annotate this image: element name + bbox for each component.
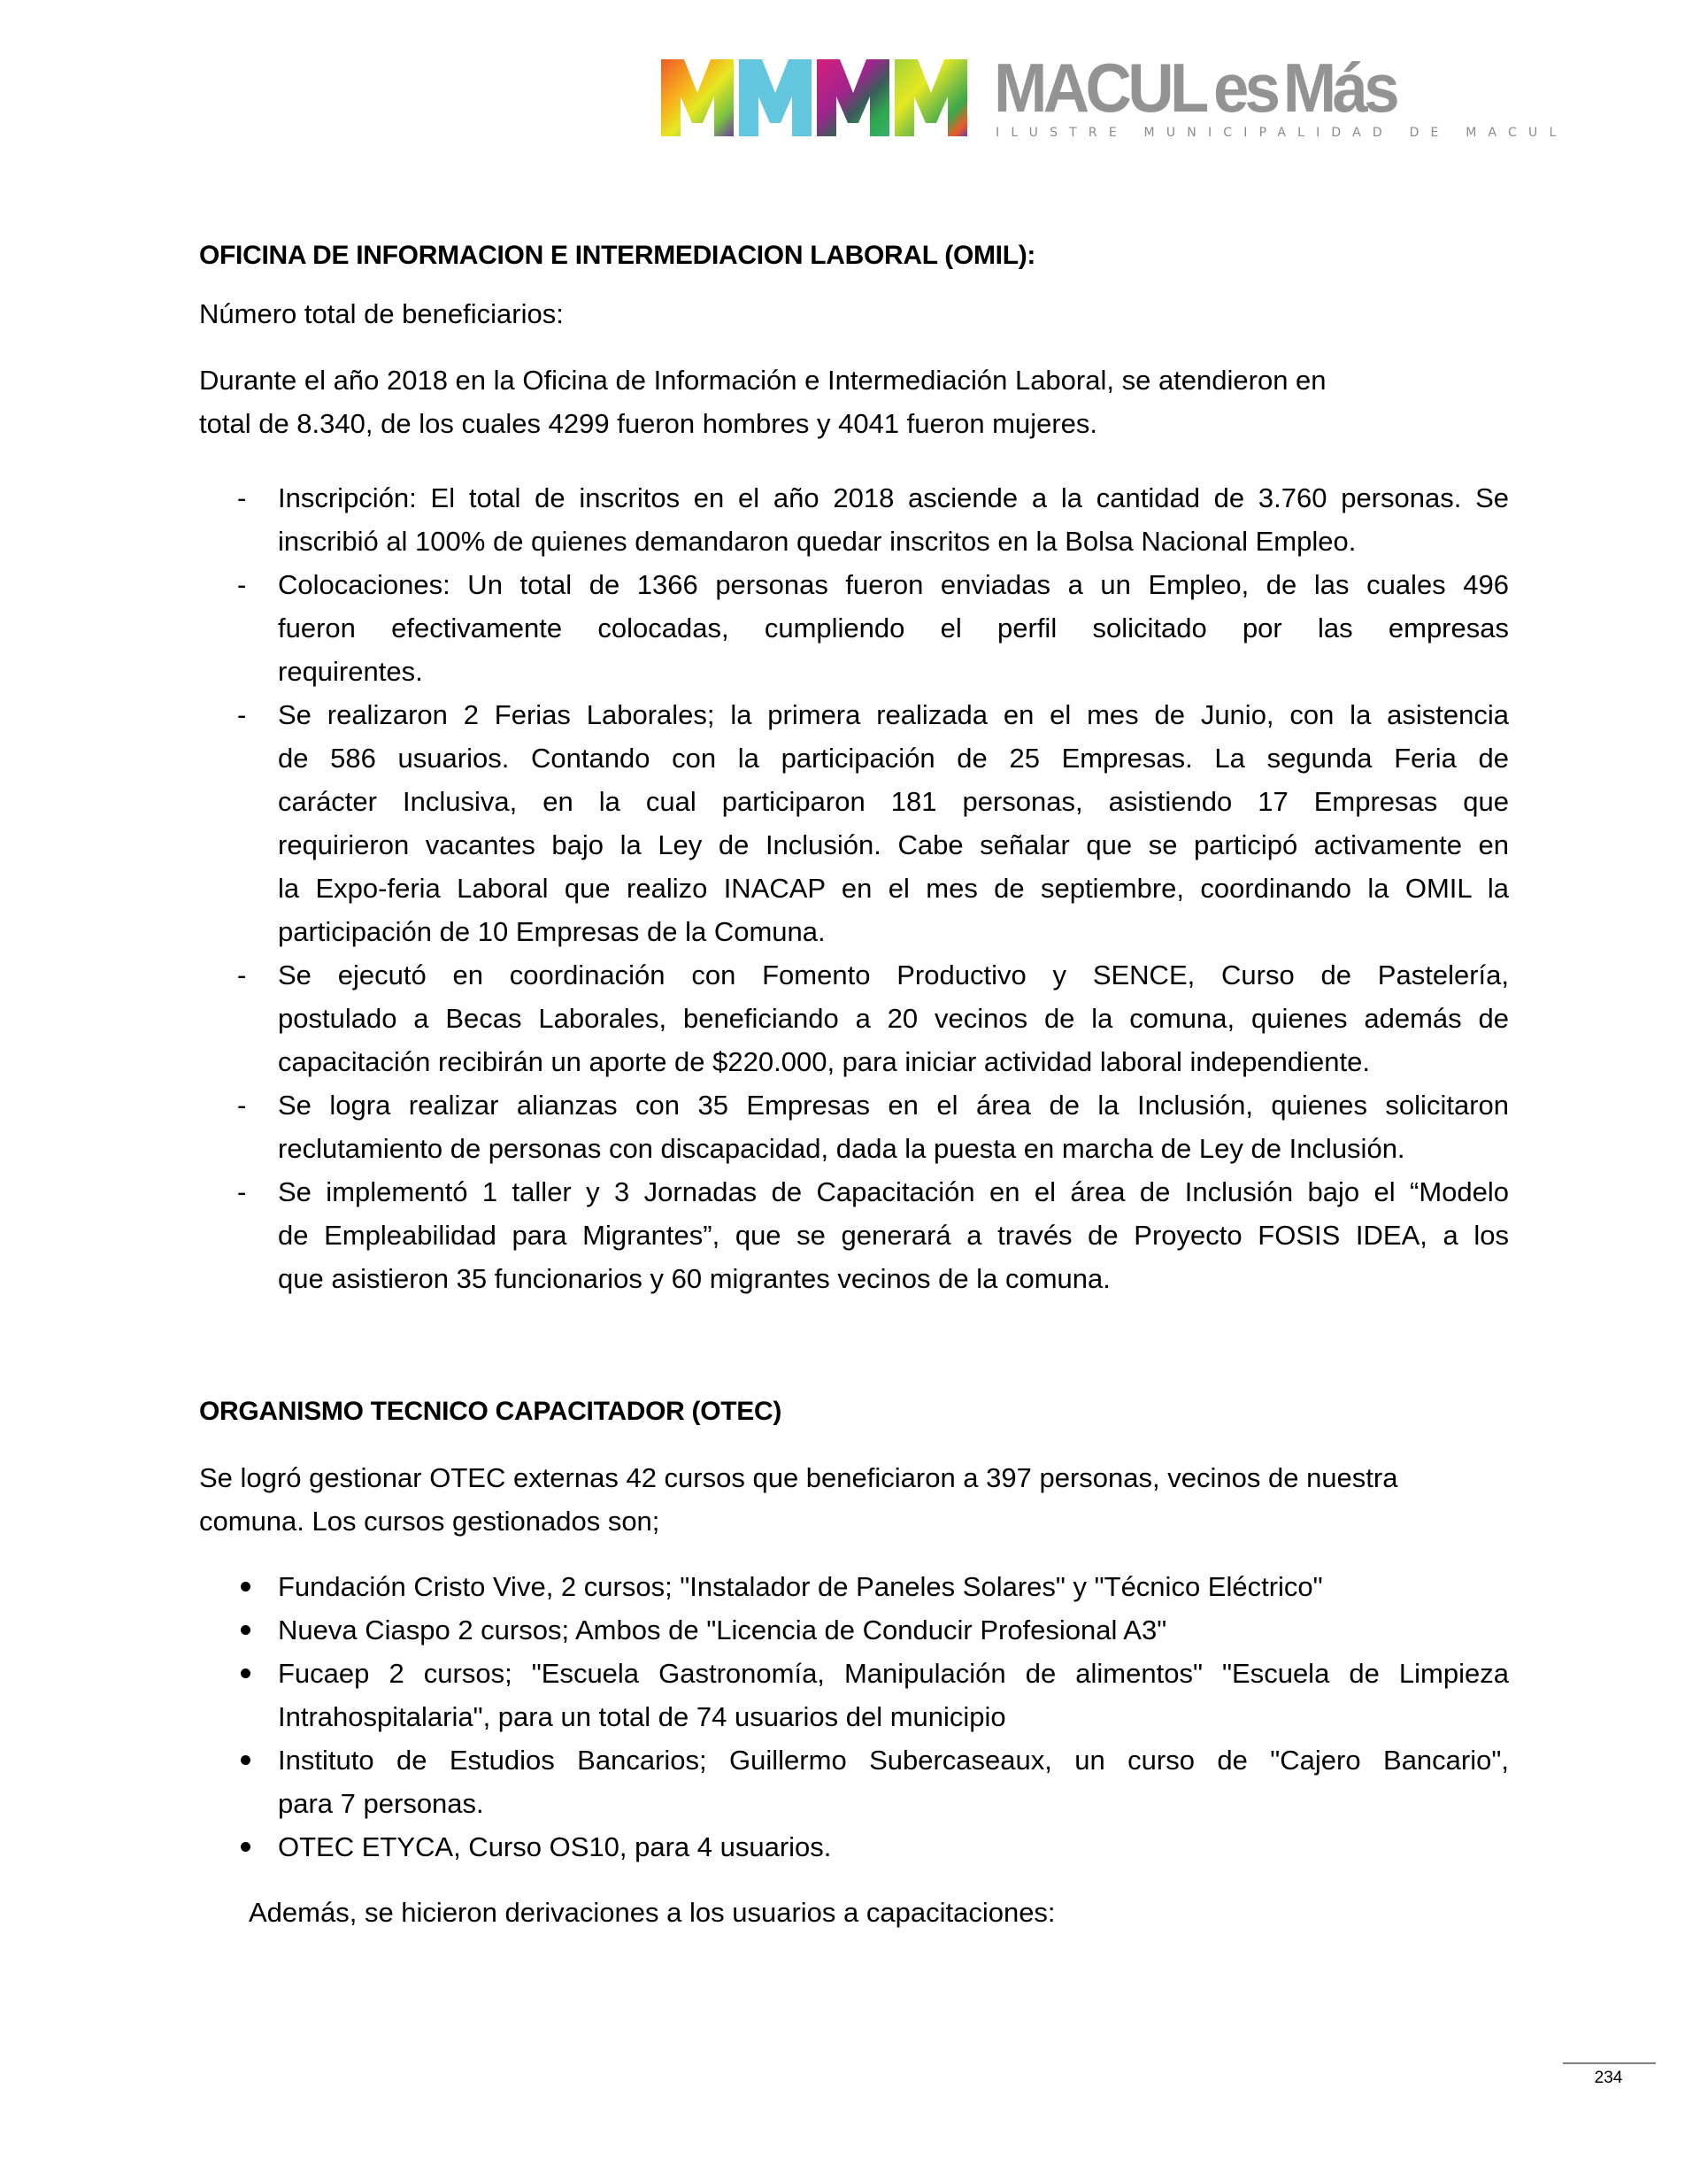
- list-dash-marker: -: [237, 482, 247, 513]
- list-item-line: Inscripción: El total de inscritos en el año 2018 asciende a la cantidad de 3.760 personas. Se: [278, 482, 1509, 513]
- bullet-icon: [241, 1842, 250, 1852]
- list-dash-marker: -: [237, 699, 247, 730]
- logo-tagline: ILUSTRE MUNICIPALIDAD DE MACUL: [996, 126, 1568, 140]
- logo-word-macul: MACUL: [994, 49, 1205, 127]
- logo-mark-icon: [661, 59, 969, 136]
- list-item-line: participación de 10 Empresas de la Comuna.: [278, 916, 826, 947]
- list-item-line: Se logra realizar alianzas con 35 Empresas en el área de la Inclusión, quienes solicitaron: [278, 1090, 1509, 1121]
- logo-wordmark: [994, 49, 1396, 127]
- list-item-line: Se ejecutó en coordinación con Fomento Productivo y SENCE, Curso de Pastelería,: [278, 959, 1509, 990]
- course-item-line: Fundación Cristo Vive, 2 cursos; "Instalador de Paneles Solares" y "Técnico Eléctrico": [278, 1571, 1323, 1602]
- bullet-icon: [241, 1669, 250, 1678]
- course-item-line: Instituto de Estudios Bancarios; Guillermo Subercaseaux, un curso de "Cajero Bancario",: [278, 1745, 1509, 1776]
- list-item-line: Se realizaron 2 Ferias Laborales; la primera realizada en el mes de Junio, con la asistencia: [278, 699, 1509, 730]
- omil-intro-line-2: total de 8.340, de los cuales 4299 fueron hombres y 4041 fueron mujeres.: [199, 408, 1098, 439]
- page-number-rule: [1563, 2062, 1656, 2064]
- logo-m-letter-3: [817, 59, 889, 136]
- otec-intro-line-2: comuna. Los cursos gestionados son;: [199, 1506, 660, 1537]
- logo-m-letter-2: [739, 59, 812, 136]
- course-item-line: Fucaep 2 cursos; "Escuela Gastronomía, Manipulación de alimentos" "Escuela de Limpieza: [278, 1658, 1509, 1689]
- list-item-line: de 586 usuarios. Contando con la participación de 25 Empresas. La segunda Feria de: [278, 743, 1509, 774]
- list-item-line: postulado a Becas Laborales, beneficiando a 20 vecinos de la comuna, quienes además de: [278, 1003, 1509, 1034]
- omil-intro-line-1: Durante el año 2018 en la Oficina de Información e Intermediación Laboral, se atendieron en: [199, 365, 1327, 396]
- course-item-line: Nueva Ciaspo 2 cursos; Ambos de "Licencia de Conducir Profesional A3": [278, 1615, 1167, 1645]
- otec-heading: ORGANISMO TECNICO CAPACITADOR (OTEC): [199, 1397, 782, 1426]
- list-dash-marker: -: [237, 959, 247, 990]
- page-number: 234: [1594, 2069, 1623, 2087]
- logo-word-mas: Más: [1282, 49, 1396, 127]
- list-item-line: carácter Inclusiva, en la cual participaron 181 personas, asistiendo 17 Empresas que: [278, 786, 1509, 817]
- omil-subheading: Número total de beneficiarios:: [199, 298, 564, 329]
- list-item-line: fueron efectivamente colocadas, cumpliendo el perfil solicitado por las empresas: [278, 613, 1509, 644]
- bullet-icon: [241, 1582, 250, 1591]
- list-item-line: inscribió al 100% de quienes demandaron quedar inscritos en la Bolsa Nacional Empleo.: [278, 526, 1357, 557]
- macul-logo: [659, 49, 1568, 143]
- list-item-line: que asistieron 35 funcionarios y 60 migrantes vecinos de la comuna.: [278, 1263, 1111, 1294]
- course-item-line: para 7 personas.: [278, 1788, 484, 1819]
- list-item-line: Se implementó 1 taller y 3 Jornadas de Capacitación en el área de Inclusión bajo el “Modelo: [278, 1176, 1509, 1207]
- otec-intro-line-1: Se logró gestionar OTEC externas 42 cursos que beneficiaron a 397 personas, vecinos de nuestra: [199, 1462, 1398, 1493]
- list-dash-marker: -: [237, 1176, 247, 1207]
- bullet-icon: [241, 1755, 250, 1765]
- list-item-line: Colocaciones: Un total de 1366 personas fueron enviadas a un Empleo, de las cuales 496: [278, 569, 1509, 600]
- logo-word-es: es: [1212, 49, 1277, 127]
- course-item-line: OTEC ETYCA, Curso OS10, para 4 usuarios.: [278, 1831, 832, 1862]
- list-item-line: requirentes.: [278, 656, 423, 687]
- list-item-line: requirieron vacantes bajo la Ley de Inclusión. Cabe señalar que se participó activamente en: [278, 829, 1509, 860]
- list-item-line: la Expo-feria Laboral que realizo INACAP en el mes de septiembre, coordinando la OMIL la: [278, 873, 1509, 904]
- list-item-line: de Empleabilidad para Migrantes”, que se generará a través de Proyecto FOSIS IDEA, a los: [278, 1220, 1509, 1251]
- list-item-line: reclutamiento de personas con discapacidad, dada la puesta en marcha de Ley de Inclusión.: [278, 1133, 1405, 1164]
- list-item-line: capacitación recibirán un aporte de $220.000, para iniciar actividad laboral independiente.: [278, 1046, 1370, 1077]
- list-dash-marker: -: [237, 569, 247, 600]
- logo-m-letter-1: [661, 59, 734, 136]
- course-item-line: Intrahospitalaria", para un total de 74 usuarios del municipio: [278, 1701, 1006, 1732]
- bullet-icon: [241, 1625, 250, 1635]
- otec-closing-text: Además, se hicieron derivaciones a los usuarios a capacitaciones:: [249, 1897, 1056, 1928]
- logo-m-letter-4: [895, 59, 967, 136]
- list-dash-marker: -: [237, 1090, 247, 1121]
- omil-heading: OFICINA DE INFORMACION E INTERMEDIACION LABORAL (OMIL):: [199, 241, 1036, 270]
